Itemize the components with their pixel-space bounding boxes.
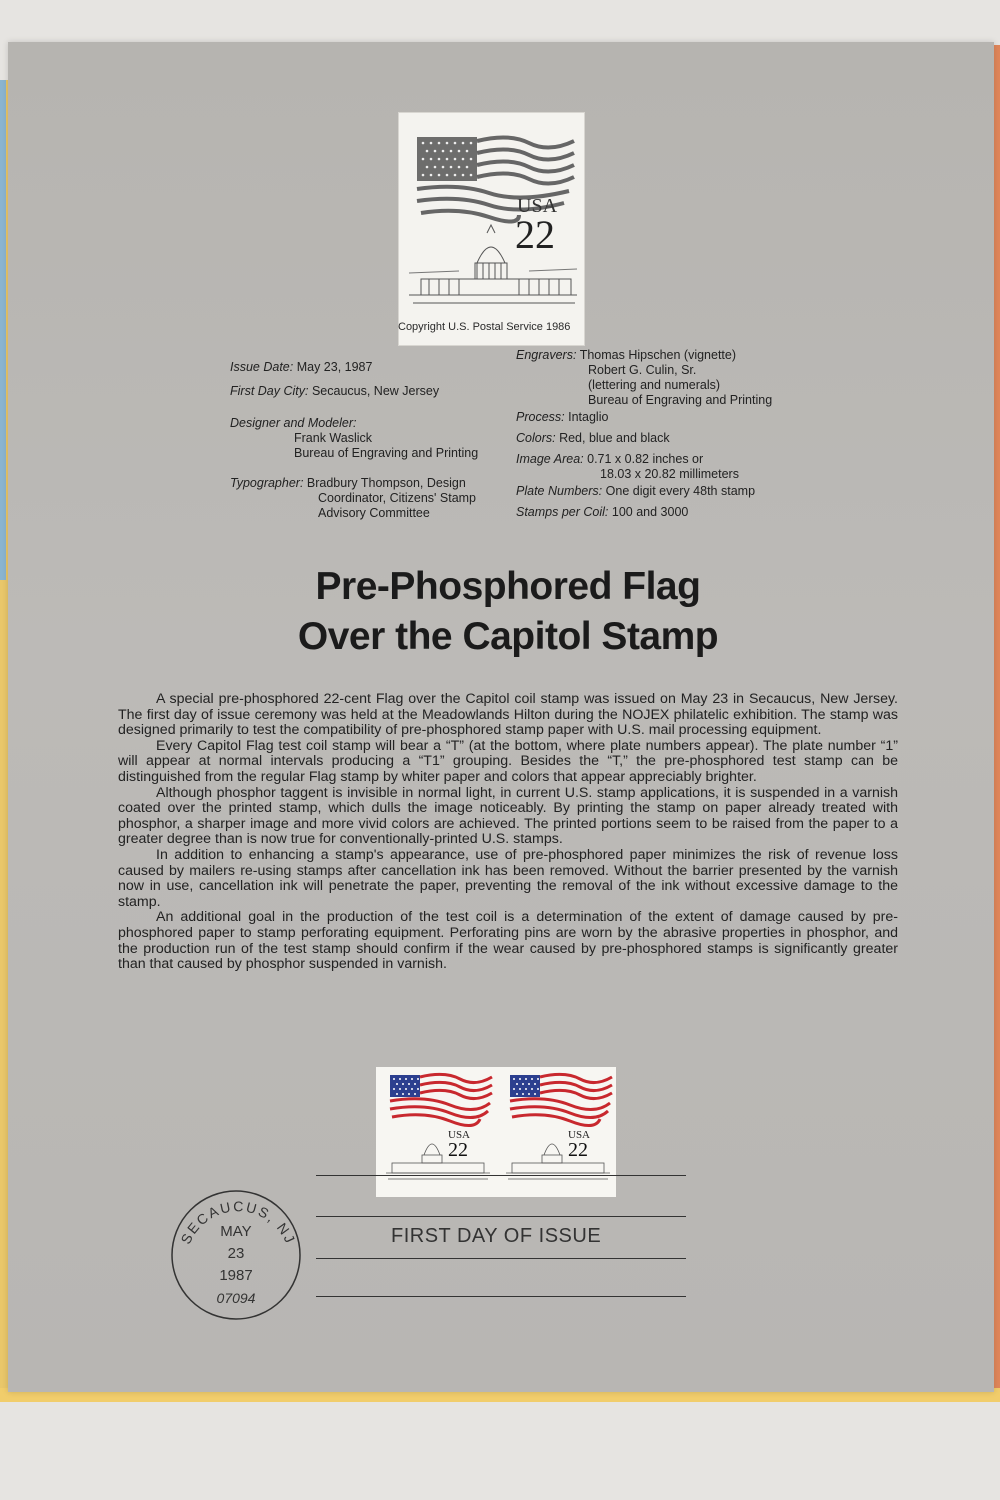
first-day-city-label: First Day City:	[230, 384, 309, 398]
coil-stamp-value: 22	[448, 1139, 468, 1161]
postmark-year: 1987	[219, 1267, 253, 1284]
first-day-city-value: Secaucus, New Jersey	[311, 384, 440, 398]
plate-numbers-row	[516, 484, 755, 499]
stamp-pair	[376, 1067, 616, 1197]
hero-stamp-country: USA	[517, 195, 558, 217]
stamps-per-coil-value: 100 and 3000	[611, 505, 689, 519]
typographer-label: Typographer:	[230, 476, 304, 490]
engravers-line: Robert G. Culin, Sr.	[588, 363, 697, 377]
first-day-of-issue-label: FIRST DAY OF ISSUE	[391, 1225, 602, 1247]
sheet-edge-orange	[993, 45, 1000, 1390]
issue-date-value: May 23, 1987	[296, 360, 373, 374]
stamps-per-coil-row	[516, 505, 688, 520]
coil-stamp	[500, 1067, 618, 1197]
typographer-line: Coordinator, Citizens' Stamp	[318, 491, 477, 505]
postmark-cancellation	[166, 1177, 316, 1327]
address-line	[316, 1175, 686, 1176]
image-area-line: 0.71 x 0.82 inches or	[587, 452, 704, 466]
colors-label: Colors:	[516, 431, 556, 445]
postmark-city: SECAUCUS, NJ	[177, 1198, 299, 1247]
address-line	[316, 1258, 686, 1259]
sheet-edge-blue	[0, 80, 6, 580]
page-title	[188, 562, 828, 662]
engravers-line: (lettering and numerals)	[588, 378, 721, 392]
issue-date-label: Issue Date:	[230, 360, 294, 374]
title-line: Pre-Phosphored Flag	[315, 565, 701, 608]
postmark-day: 23	[227, 1245, 245, 1262]
flag-capitol-stamp-art	[500, 1067, 618, 1197]
coil-stamp-value: 22	[568, 1139, 588, 1161]
coil-stamp-country: USA	[448, 1129, 471, 1141]
commemorative-sheet	[8, 42, 994, 1392]
image-area-label: Image Area:	[516, 452, 584, 466]
first-day-city-row	[230, 384, 439, 399]
stamps-per-coil-label: Stamps per Coil:	[516, 505, 609, 519]
hero-stamp-value: 22	[515, 212, 555, 257]
coil-stamp	[380, 1067, 498, 1197]
engravers-line: Thomas Hipschen (vignette)	[579, 348, 737, 362]
body-paragraph: Although phosphor taggent is invisible in normal light, in current U.S. stamp applications, it is suspended in a varnish coated over the printed stamp, which dulls the image noticeably. By printing the stamp on paper already treated with phosphor, a sharper image and more vivid colors are achieved. The printed portions seem to be raised from the paper to a greater degree than is now true for conventionally-printed U.S. stamps.	[118, 784, 898, 848]
engravers-line: Bureau of Engraving and Printing	[588, 393, 773, 407]
postmark-zip: 07094	[216, 1290, 256, 1306]
postmark-month: MAY	[220, 1223, 252, 1240]
designer-line: Bureau of Engraving and Printing	[294, 446, 479, 460]
designer-line: Frank Waslick	[294, 431, 373, 445]
designer-block	[230, 416, 478, 461]
typographer-block	[230, 476, 476, 521]
typographer-line: Advisory Committee	[318, 506, 430, 520]
body-paragraph: Every Capitol Flag test coil stamp will bear a “T” (at the bottom, where plate numbers appear). The plate number “1” will appear at normal intervals producing a “T1” grouping. Besides the “T,” the pre-phosphored test stamp can be distinguished from the regular Flag stamp by whiter paper and colors that appear appreciably brighter.	[118, 737, 898, 785]
engravers-label: Engravers:	[516, 348, 577, 362]
process-row	[516, 410, 608, 425]
issue-date-row	[230, 360, 372, 375]
coil-stamp-country: USA	[568, 1129, 591, 1141]
colors-value: Red, blue and black	[559, 431, 670, 445]
sheet-surface	[8, 42, 994, 1392]
body-paragraph: In addition to enhancing a stamp's appearance, use of pre-phosphored paper minimizes the risk of revenue loss caused by mailers re-using stamps after cancellation ink has been removed. Without the barrier presented by the varnish now in use, cancellation ink will penetrate the paper, preventing the removal of the ink without excessive damage to the stamp.	[118, 846, 898, 910]
body-text	[118, 692, 898, 973]
address-line	[316, 1216, 686, 1217]
process-value: Intaglio	[568, 410, 609, 424]
designer-label: Designer and Modeler:	[230, 416, 357, 430]
plate-numbers-value: One digit every 48th stamp	[605, 484, 756, 498]
process-label: Process:	[516, 410, 565, 424]
body-paragraph: A special pre-phosphored 22-cent Flag over the Capitol coil stamp was issued on May 23 in Secaucus, New Jersey. The first day of issue ceremony was held at the Meadowlands Hilton during the NOJEX philatelic exhibition. The stamp was designed primarily to test the compatibility of pre-phosphored stamp paper with U.S. mail processing equipment.	[118, 691, 898, 739]
engravers-block	[516, 348, 772, 408]
hero-stamp	[398, 112, 585, 346]
body-paragraph: An additional goal in the production of the test coil is a determination of the extent of damage caused by pre-phosphored paper to stamp perforating equipment. Perforating pins are worn by the abrasive properties in phosphor, and the production run of the test stamp should confirm if the wear caused by pre-phosphored stamps is significantly greater than that caused by phosphor suspended in varnish.	[118, 909, 898, 973]
typographer-line: Bradbury Thompson, Design	[306, 476, 466, 490]
copyright-line: Copyright U.S. Postal Service 1986	[398, 321, 571, 333]
plate-numbers-label: Plate Numbers:	[516, 484, 603, 498]
colors-row	[516, 431, 670, 446]
image-area-line: 18.03 x 20.82 millimeters	[600, 467, 739, 481]
image-area-block	[516, 452, 739, 482]
flag-capitol-stamp-art	[380, 1067, 498, 1197]
hero-stamp-engraving	[399, 113, 584, 345]
address-line	[316, 1296, 686, 1297]
title-line: Over the Capitol Stamp	[297, 615, 719, 658]
